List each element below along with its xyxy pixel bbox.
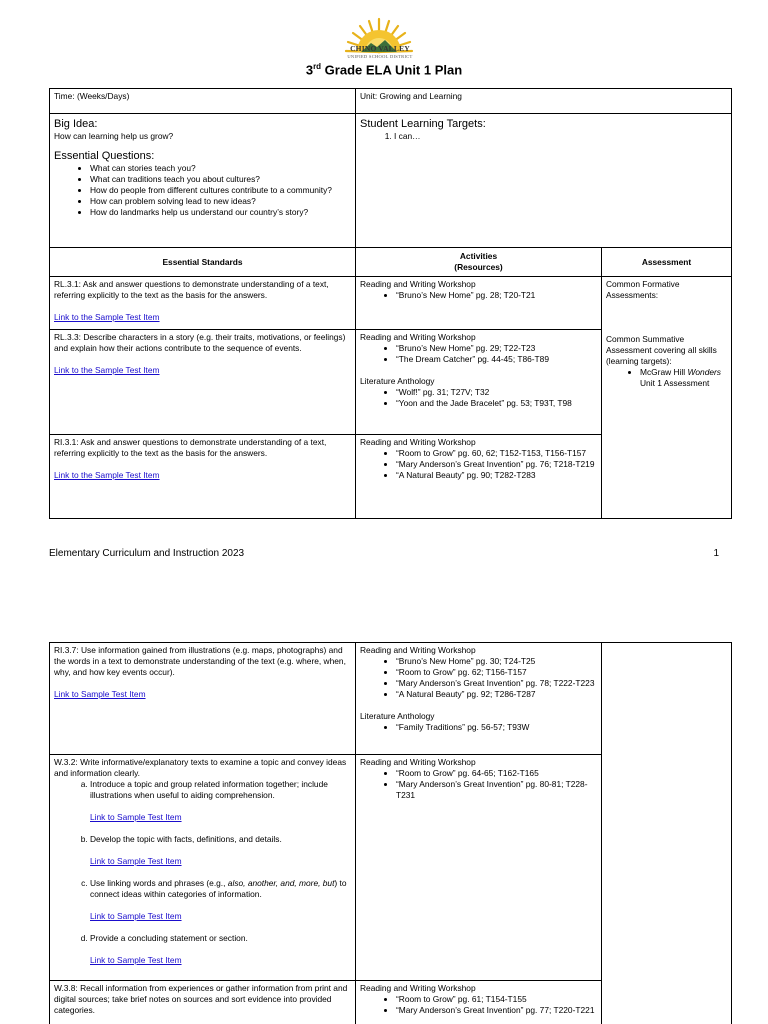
page-footer bbox=[49, 548, 731, 559]
sample-test-link[interactable]: Link to Sample Test Item bbox=[90, 911, 182, 921]
list-item: • “A Natural Beauty” pg. 90; T282-T283 bbox=[396, 470, 597, 481]
resource-group-title: Reading and Writing Workshop bbox=[360, 645, 476, 655]
sample-test-link[interactable]: Link to Sample Test Item bbox=[90, 812, 182, 822]
page-gap bbox=[0, 590, 768, 626]
learning-targets-cell bbox=[356, 114, 732, 248]
page-number: 1 bbox=[713, 548, 719, 559]
sample-test-link[interactable]: Link to the Sample Test Item bbox=[54, 312, 160, 322]
list-item: • McGraw Hill Wonders Unit 1 Assessment bbox=[640, 367, 727, 389]
resource-group-title: Literature Anthology bbox=[360, 711, 435, 721]
sample-test-link[interactable]: Link to the Sample Test Item bbox=[54, 470, 160, 480]
list-item: • “Mary Anderson’s Great Invention” pg. 76; T218-T219 bbox=[396, 459, 597, 470]
sub-standards-list bbox=[54, 779, 351, 966]
list-item: • What can traditions teach you about cultures? bbox=[90, 174, 351, 185]
standard-text: W.3.2: Write informative/explanatory texts to examine a topic and convey ideas and information clearly. bbox=[54, 757, 347, 778]
unit-cell: Unit: Growing and Learning bbox=[356, 89, 732, 114]
activities-cell bbox=[356, 435, 602, 519]
column-header-assessment: Assessment bbox=[602, 248, 732, 277]
resource-group-title: Literature Anthology bbox=[360, 376, 435, 386]
table-row bbox=[50, 330, 356, 435]
resource-group-title: Reading and Writing Workshop bbox=[360, 437, 476, 447]
footer-text: Elementary Curriculum and Instruction 2023 bbox=[49, 548, 245, 559]
list-item: • “Family Traditions” pg. 56-57; T93W bbox=[396, 722, 597, 733]
essential-questions-list bbox=[54, 163, 351, 218]
list-item: a. Introduce a topic and group related information together; include illustrations when useful to aiding comprehension. Link to Sample Test Item bbox=[90, 779, 351, 834]
page-title: 3rd Grade ELA Unit 1 Plan bbox=[305, 62, 463, 78]
standard-text: RI.3.1: Ask and answer questions to demonstrate understanding of a text, referring explicitly to the text as the basis for the answers. bbox=[54, 437, 327, 458]
list-item: c. Use linking words and phrases (e.g., also, another, and, more, but) to connect ideas within categories of information. Link to Sample Test Item bbox=[90, 878, 351, 933]
list-item: • How can problem solving lead to new ideas? bbox=[90, 196, 351, 207]
list-item: • “A Natural Beauty” pg. 92; T286-T287 bbox=[396, 689, 597, 700]
table-row bbox=[50, 277, 356, 330]
list-item: • “Room to Grow” pg. 61; T154-T155 bbox=[396, 994, 597, 1005]
assessment-cell bbox=[602, 643, 732, 1024]
list-item: • How do landmarks help us understand our country’s story? bbox=[90, 207, 351, 218]
activities-cell bbox=[356, 330, 602, 435]
list-item: • “Bruno’s New Home” pg. 30; T24-T25 bbox=[396, 656, 597, 667]
logo-name: CHINO VALLEY bbox=[350, 44, 410, 53]
list-item: • “Mary Anderson’s Great Invention” pg. 80-81; T228-T231 bbox=[396, 779, 597, 801]
list-item: • How do people from different cultures contribute to a community? bbox=[90, 185, 351, 196]
list-item: • “Bruno’s New Home” pg. 29; T22-T23 bbox=[396, 343, 597, 354]
activities-cell bbox=[356, 277, 602, 330]
formative-assessment: Common Formative Assessments: bbox=[606, 279, 680, 300]
list-item: • “Mary Anderson’s Great Invention” pg. 77; T220-T221 bbox=[396, 1005, 597, 1016]
table-row bbox=[50, 435, 356, 519]
list-item: 1. I can… bbox=[394, 131, 727, 142]
resource-group-title: Reading and Writing Workshop bbox=[360, 332, 476, 342]
list-item: • “Yoon and the Jade Bracelet” pg. 53; T93T, T98 bbox=[396, 398, 597, 409]
table-row bbox=[50, 755, 356, 981]
standard-text: RI.3.7: Use information gained from illustrations (e.g. maps, photographs) and the words in a text to demonstrate understanding of the text (e.g. where, when, why, and how key events occur). bbox=[54, 645, 346, 677]
essential-questions-label: Essential Questions: bbox=[54, 150, 155, 162]
standard-text: RL.3.1: Ask and answer questions to demonstrate understanding of a text, referring explicitly to the text as the basis for the answers. bbox=[54, 279, 329, 300]
list-item: • “Room to Grow” pg. 64-65; T162-T165 bbox=[396, 768, 597, 779]
table-row bbox=[50, 643, 356, 755]
unit-plan-table bbox=[49, 88, 732, 519]
learning-targets-label: Student Learning Targets: bbox=[360, 118, 486, 130]
big-idea-cell bbox=[50, 114, 356, 248]
standard-text: RL.3.3: Describe characters in a story (e.g. their traits, motivations, or feelings) and explain how their actions contribute to the sequence of events. bbox=[54, 332, 346, 353]
time-cell: Time: (Weeks/Days) bbox=[50, 89, 356, 114]
assessment-cell bbox=[602, 277, 732, 519]
learning-targets-list bbox=[360, 131, 727, 142]
sample-test-link[interactable]: Link to Sample Test Item bbox=[90, 856, 182, 866]
big-idea-text: How can learning help us grow? bbox=[54, 131, 174, 141]
resource-group-title: Reading and Writing Workshop bbox=[360, 279, 476, 289]
list-item: d. Provide a concluding statement or section. Link to Sample Test Item bbox=[90, 933, 351, 966]
column-header-standards: Essential Standards bbox=[50, 248, 356, 277]
sample-test-link[interactable]: Link to Sample Test Item bbox=[54, 689, 146, 699]
table-row bbox=[50, 981, 356, 1024]
list-item: • “Room to Grow” pg. 62; T156-T157 bbox=[396, 667, 597, 678]
big-idea-label: Big Idea: bbox=[54, 118, 98, 130]
list-item: • “Wolf!” pg. 31; T27V; T32 bbox=[396, 387, 597, 398]
list-item: • “The Dream Catcher” pg. 44-45; T86-T89 bbox=[396, 354, 597, 365]
summative-assessment: Common Summative Assessment covering all skills (learning targets): bbox=[606, 334, 717, 366]
resource-group-title: Reading and Writing Workshop bbox=[360, 757, 476, 767]
list-item: • “Room to Grow” pg. 60, 62; T152-T153, T156-T157 bbox=[396, 448, 597, 459]
unit-plan-table-continued bbox=[49, 642, 732, 1024]
activities-cell bbox=[356, 755, 602, 981]
activities-cell bbox=[356, 643, 602, 755]
resource-group-title: Reading and Writing Workshop bbox=[360, 983, 476, 993]
list-item: • What can stories teach you? bbox=[90, 163, 351, 174]
activities-cell bbox=[356, 981, 602, 1024]
logo-subtitle: UNIFIED SCHOOL DISTRICT bbox=[347, 54, 413, 59]
standard-text: W.3.8: Recall information from experiences or gather information from print and digital sources; take brief notes on sources and sort evidence into provided categories. bbox=[54, 983, 348, 1015]
list-item: b. Develop the topic with facts, definitions, and details. Link to Sample Test Item bbox=[90, 834, 351, 878]
sample-test-link[interactable]: Link to the Sample Test Item bbox=[54, 365, 160, 375]
sample-test-link[interactable]: Link to Sample Test Item bbox=[90, 955, 182, 965]
column-header-activities: Activities (Resources) bbox=[356, 248, 602, 277]
list-item: • “Bruno’s New Home” pg. 28; T20-T21 bbox=[396, 290, 597, 301]
page-2 bbox=[0, 626, 768, 1024]
list-item: • “Mary Anderson’s Great Invention” pg. 78; T222-T223 bbox=[396, 678, 597, 689]
